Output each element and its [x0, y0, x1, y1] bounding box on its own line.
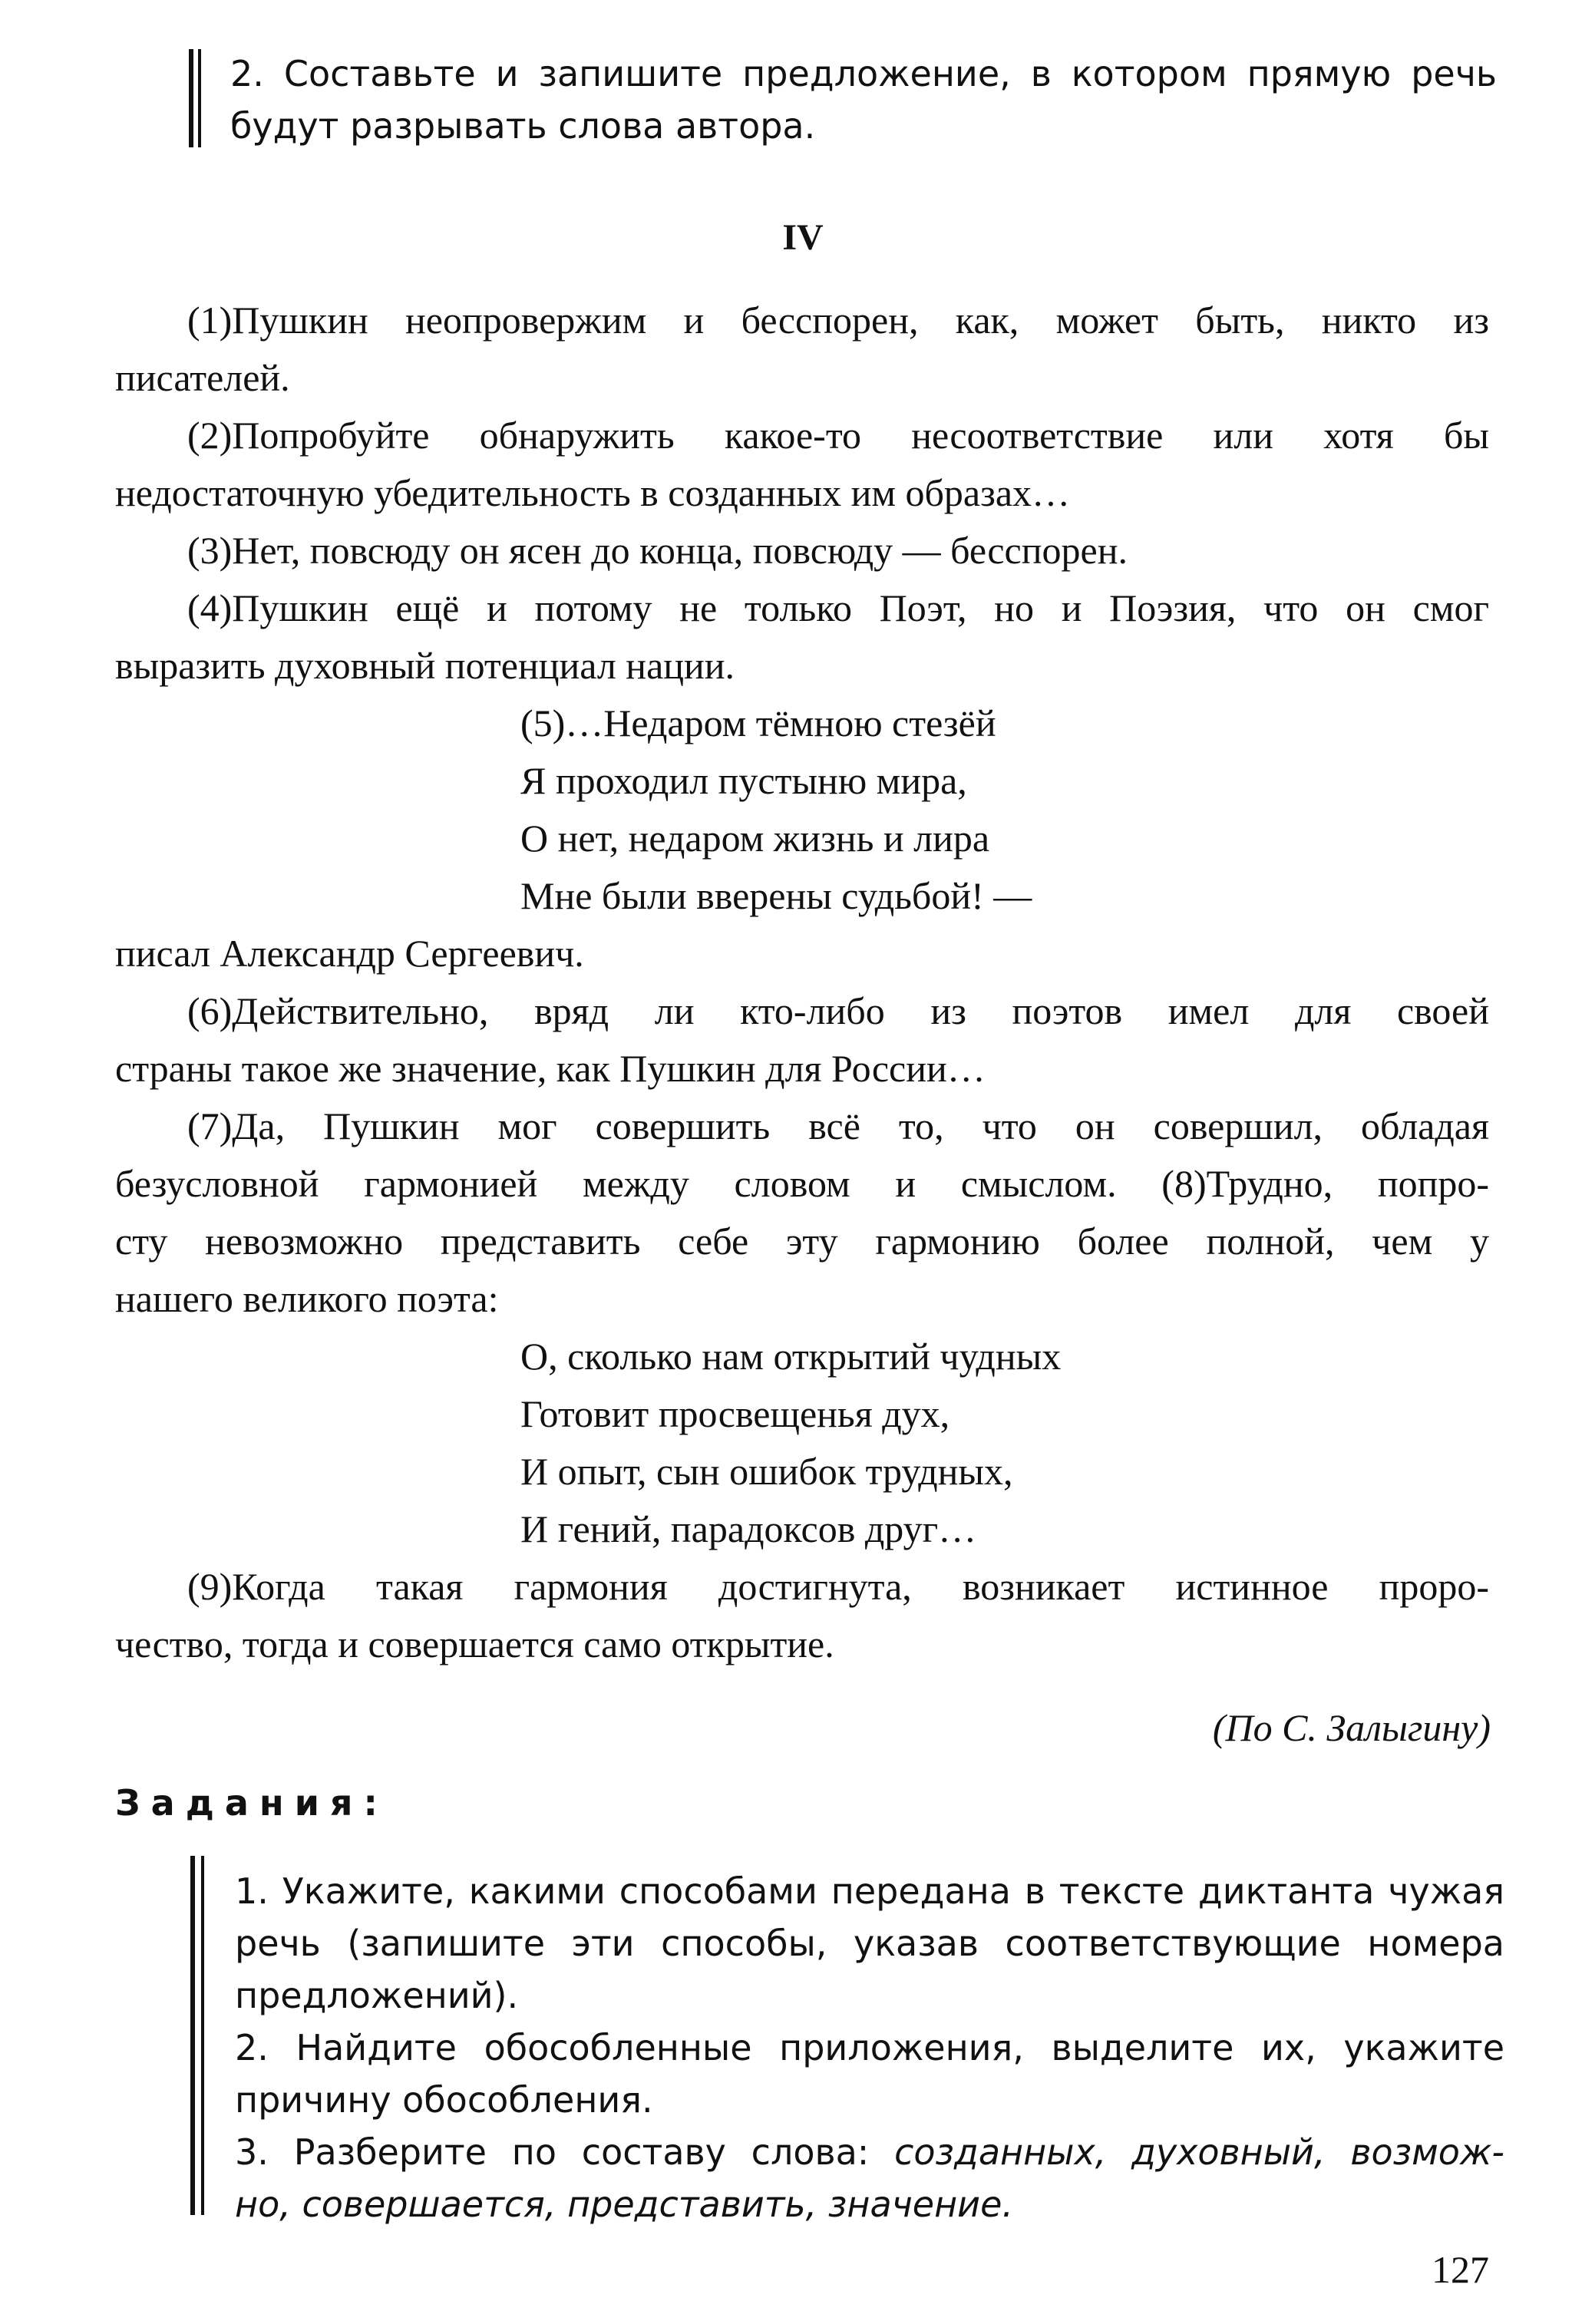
- text-line: выразить духовный потенциал нации.: [115, 644, 735, 687]
- poem-line: Мне были вверены судьбой! —: [520, 874, 1032, 917]
- task-line: предложений).: [235, 1975, 519, 2016]
- left-bar: [190, 1856, 195, 2215]
- text-line: (9)Когда такая гармония достигнута, возникает истинное проро-: [187, 1565, 1489, 1608]
- section-number: IV: [782, 217, 824, 258]
- text-line: сту невозможно представить себе эту гармонию более полной, чем у: [115, 1220, 1489, 1263]
- text-line: писал Александр Сергеевич.: [115, 932, 584, 975]
- poem-line: (5)…Недаром тёмною стезёй: [520, 701, 996, 744]
- main-text: [115, 292, 1489, 1673]
- attribution: (По С. Залыгину): [1212, 1706, 1491, 1749]
- poem-line: Готовит просвещенья дух,: [520, 1392, 950, 1435]
- task-words-italic: но, совершается, представить, значение.: [235, 2184, 1013, 2225]
- left-bar: [189, 49, 193, 147]
- text-line: недостаточную убедительность в созданных им образах…: [115, 471, 1071, 514]
- task-words-italic: созданных, духовный, возмож-: [894, 2131, 1504, 2173]
- page-number: 127: [1432, 2248, 1489, 2291]
- top-task-line: 2. Составьте и запишите предложение, в котором прямую речь: [230, 53, 1497, 94]
- text-line: (6)Действительно, вряд ли кто-либо из поэтов имел для своей: [187, 989, 1489, 1032]
- task-line: 1. Укажите, какими способами передана в тексте диктанта чужая: [235, 1870, 1504, 1912]
- poem-line: И гений, парадоксов друг…: [520, 1507, 977, 1550]
- text-line: безусловной гармонией между словом и смыслом. (8)Трудно, попро-: [115, 1162, 1489, 1205]
- poem-quote-2: [115, 1328, 1489, 1558]
- text-line: (7)Да, Пушкин мог совершить всё то, что он совершил, обладая: [187, 1104, 1489, 1147]
- task-line-3: [235, 2126, 1504, 2178]
- task-text: 3. Разберите по составу слова:: [235, 2131, 895, 2173]
- poem-line: И опыт, сын ошибок трудных,: [520, 1450, 1013, 1493]
- poem-line: О нет, недаром жизнь и лира: [520, 817, 990, 860]
- text-line: (2)Попробуйте обнаружить какое-то несоответствие или хотя бы: [187, 414, 1489, 457]
- text-line: чество, тогда и совершается само открытие.: [115, 1623, 834, 1665]
- bottom-tasks: [235, 1865, 1504, 2230]
- text-line: нашего великого поэта:: [115, 1277, 499, 1320]
- task-line: речь (запишите эти способы, указав соответствующие номера: [235, 1923, 1504, 1964]
- poem-line: О, сколько нам открытий чудных: [520, 1335, 1062, 1378]
- task-line: 2. Найдите обособленные приложения, выделите их, укажите: [235, 2027, 1504, 2068]
- text-line: страны такое же значение, как Пушкин для России…: [115, 1047, 986, 1090]
- left-bar-inner: [201, 1856, 204, 2215]
- top-task-line: будут разрывать слова автора.: [230, 105, 816, 147]
- tasks-heading: Задания:: [115, 1782, 388, 1824]
- top-task: [230, 48, 1497, 152]
- task-line: причину обособления.: [235, 2079, 653, 2121]
- text-line: (1)Пушкин неопровержим и бесспорен, как, может быть, никто из: [187, 299, 1489, 342]
- poem-line: Я проходил пустыню мира,: [520, 759, 967, 802]
- text-line: (4)Пушкин ещё и потому не только Поэт, но и Поэзия, что он смог: [187, 586, 1489, 629]
- left-bar-inner: [198, 49, 201, 147]
- text-line: (3)Нет, повсюду он ясен до конца, повсюду — бесспорен.: [187, 529, 1128, 572]
- text-line: писателей.: [115, 356, 290, 399]
- poem-quote-1: [115, 695, 1489, 925]
